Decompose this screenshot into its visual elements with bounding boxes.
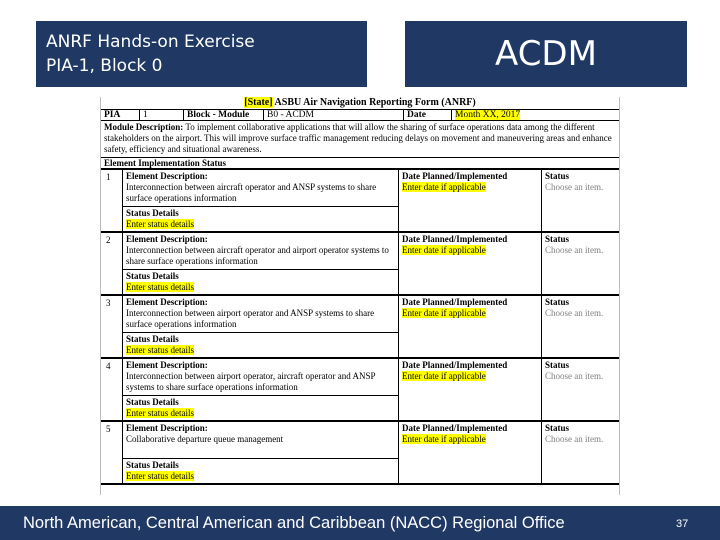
element-description-block xyxy=(123,296,398,333)
element-description-label: Element Description: xyxy=(126,423,208,433)
element-description-label: Element Description: xyxy=(126,234,208,244)
element-description-label: Element Description: xyxy=(126,360,208,370)
status-details-block xyxy=(123,396,398,420)
element-number: 5 xyxy=(101,422,123,483)
element-description-block xyxy=(123,233,398,270)
element-description-cell xyxy=(123,359,399,420)
date-planned-label: Date Planned/Implemented xyxy=(402,360,508,370)
element-description-block xyxy=(123,422,398,459)
element-description-cell xyxy=(123,170,399,231)
date-label: Date xyxy=(403,110,451,120)
element-row xyxy=(101,170,619,233)
status-details-label: Status Details xyxy=(126,208,179,218)
status-details-block xyxy=(123,333,398,357)
module-desc-label: Module Description: xyxy=(104,122,184,132)
element-number: 4 xyxy=(101,359,123,420)
element-row xyxy=(101,359,619,422)
date-planned-field[interactable]: Enter date if applicable xyxy=(402,308,486,318)
status-details-field[interactable]: Enter status details xyxy=(126,408,194,418)
status-dropdown[interactable]: Choose an item. xyxy=(545,182,604,192)
status-label: Status xyxy=(545,297,570,307)
date-planned-cell xyxy=(399,359,542,420)
block-value[interactable]: B0 - ACDM xyxy=(263,110,403,120)
status-label: Status xyxy=(545,171,570,181)
form-title-row xyxy=(101,97,619,109)
status-details-block xyxy=(123,459,398,483)
status-cell xyxy=(542,296,621,357)
topic-title: ACDM xyxy=(495,34,597,74)
status-details-label: Status Details xyxy=(126,397,179,407)
date-planned-field[interactable]: Enter date if applicable xyxy=(402,371,486,381)
date-planned-label: Date Planned/Implemented xyxy=(402,234,508,244)
footer-bar xyxy=(0,506,720,540)
date-planned-label: Date Planned/Implemented xyxy=(402,171,508,181)
date-planned-field[interactable]: Enter date if applicable xyxy=(402,434,486,444)
element-description-text: Interconnection between aircraft operator and airport operator systems to share surface operations information xyxy=(126,245,389,266)
date-planned-field[interactable]: Enter date if applicable xyxy=(402,245,486,255)
date-planned-cell xyxy=(399,170,542,231)
element-description-label: Element Description: xyxy=(126,297,208,307)
status-details-field[interactable]: Enter status details xyxy=(126,345,194,355)
status-details-label: Status Details xyxy=(126,460,179,470)
element-description-block xyxy=(123,359,398,396)
element-number: 2 xyxy=(101,233,123,294)
element-row xyxy=(101,233,619,296)
module-desc-text: To implement collaborative applications that will allow the sharing of surface operations data among the different stakeholders on the airport. This will improve surface traffic management reducing delays on movement and maneuvering areas and enhance safety, efficiency and situational awareness. xyxy=(104,122,612,154)
block-label: Block - Module xyxy=(183,110,263,120)
element-number: 1 xyxy=(101,170,123,231)
status-label: Status xyxy=(545,423,570,433)
status-dropdown[interactable]: Choose an item. xyxy=(545,308,604,318)
date-planned-cell xyxy=(399,233,542,294)
status-cell xyxy=(542,422,621,483)
status-label: Status xyxy=(545,234,570,244)
date-planned-cell xyxy=(399,296,542,357)
element-description-text: Interconnection between aircraft operator and ANSP systems to share surface operations information xyxy=(126,182,377,203)
element-description-text: Interconnection between airport operator and ANSP systems to share surface operations information xyxy=(126,308,375,329)
status-details-label: Status Details xyxy=(126,271,179,281)
office-name: North American, Central American and Caribbean (NACC) Regional Office xyxy=(23,514,565,532)
module-description xyxy=(101,121,619,158)
status-details-label: Status Details xyxy=(126,334,179,344)
element-impl-status-heading: Element Implementation Status xyxy=(101,158,619,170)
element-description-text: Collaborative departure queue management xyxy=(126,434,284,444)
exercise-title-box xyxy=(36,21,367,87)
state-tag[interactable]: [State] xyxy=(244,97,273,108)
page-number: 37 xyxy=(676,518,689,530)
exercise-title-line1: ANRF Hands-on Exercise xyxy=(46,32,255,52)
element-list xyxy=(101,170,619,485)
topic-title-box xyxy=(405,21,687,87)
status-dropdown[interactable]: Choose an item. xyxy=(545,371,604,381)
element-row xyxy=(101,296,619,359)
status-details-field[interactable]: Enter status details xyxy=(126,282,194,292)
element-description-text: Interconnection between airport operator, aircraft operator and ANSP systems to share surface operations information xyxy=(126,371,376,392)
element-number: 3 xyxy=(101,296,123,357)
status-details-block xyxy=(123,207,398,231)
pia-row xyxy=(101,109,619,121)
exercise-title-line2: PIA-1, Block 0 xyxy=(46,56,163,76)
pia-value[interactable]: 1 xyxy=(139,110,183,120)
form-title: ASBU Air Navigation Reporting Form (ANRF) xyxy=(274,97,476,108)
date-planned-label: Date Planned/Implemented xyxy=(402,297,508,307)
element-description-block xyxy=(123,170,398,207)
status-details-field[interactable]: Enter status details xyxy=(126,471,194,481)
element-description-cell xyxy=(123,296,399,357)
status-label: Status xyxy=(545,360,570,370)
status-details-field[interactable]: Enter status details xyxy=(126,219,194,229)
status-cell xyxy=(542,170,621,231)
date-planned-field[interactable]: Enter date if applicable xyxy=(402,182,486,192)
element-description-cell xyxy=(123,422,399,483)
status-dropdown[interactable]: Choose an item. xyxy=(545,434,604,444)
date-value[interactable]: Month XX, 2017 xyxy=(451,110,523,120)
element-row xyxy=(101,422,619,485)
element-description-cell xyxy=(123,233,399,294)
status-dropdown[interactable]: Choose an item. xyxy=(545,245,604,255)
status-cell xyxy=(542,359,621,420)
status-details-block xyxy=(123,270,398,294)
status-cell xyxy=(542,233,621,294)
date-planned-label: Date Planned/Implemented xyxy=(402,423,508,433)
date-planned-cell xyxy=(399,422,542,483)
pia-label: PIA xyxy=(104,110,121,120)
element-description-label: Element Description: xyxy=(126,171,208,181)
anrf-form xyxy=(100,97,620,495)
